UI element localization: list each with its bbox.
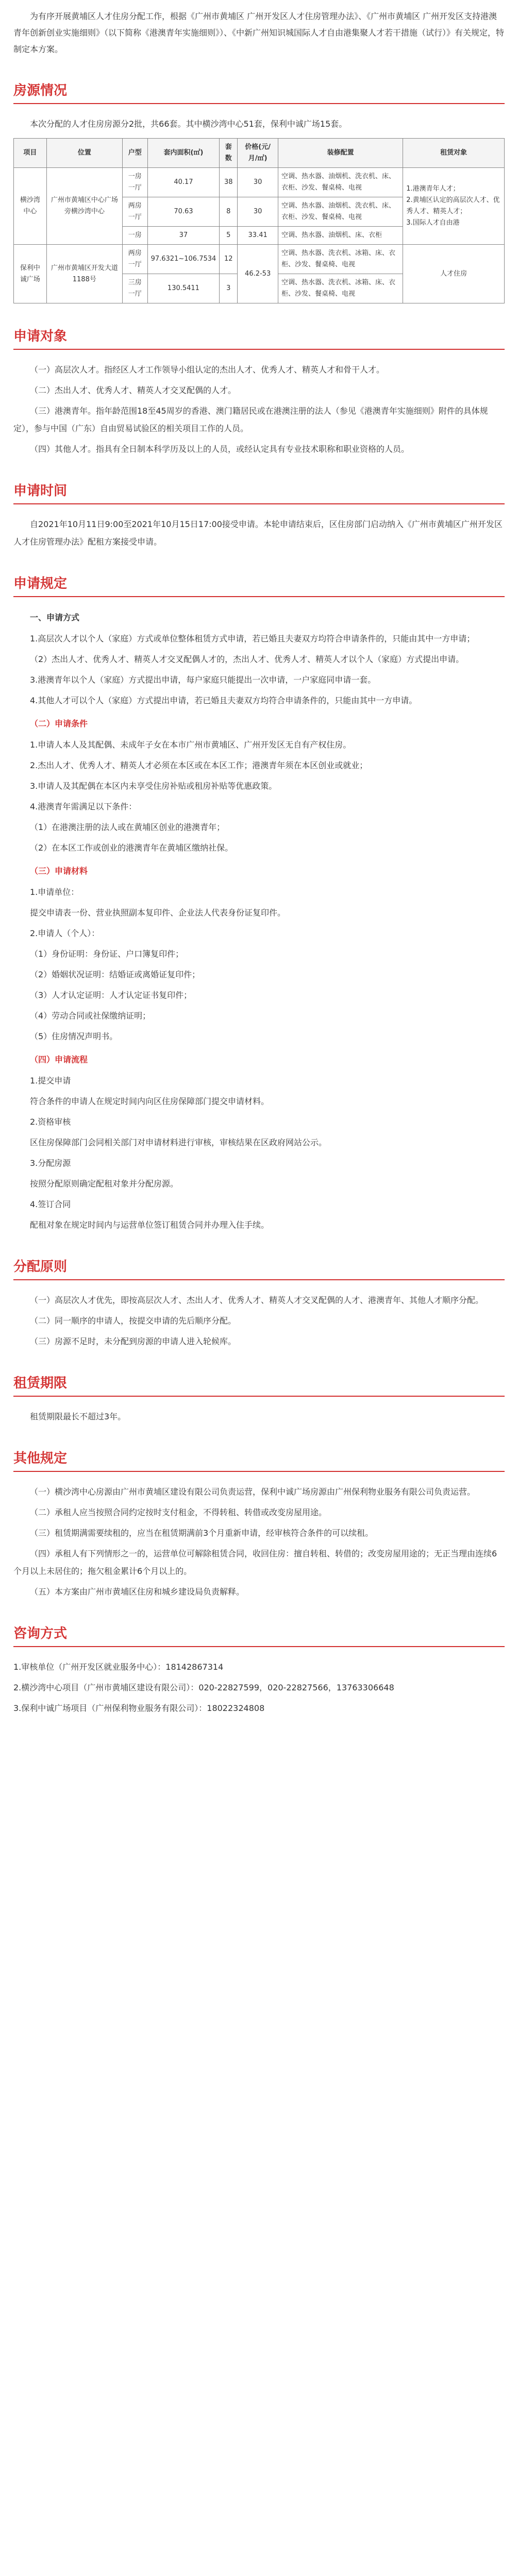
rules-item: （1）在港澳注册的法人或在黄埔区创业的港澳青年； [30, 822, 225, 832]
divider [13, 1279, 505, 1280]
cell-project: 保利中诚广场 [14, 245, 47, 303]
section-title: 房源情况 [13, 83, 68, 98]
divider [13, 503, 505, 504]
rules-subheading: 一、申请方式 [30, 613, 80, 622]
divider [13, 1646, 505, 1647]
principle-item: （二）同一顺序的申请人，按提交申请的先后顺序分配。 [30, 1316, 237, 1326]
cell-area: 37 [147, 227, 220, 245]
cell-target: 人才住房 [403, 245, 505, 303]
rules-item: 4.其他人才可以个人（家庭）方式提出申请，若已婚且夫妻双方均符合申请条件的，只能由其中一方申请。 [30, 696, 417, 705]
section-title: 申请规定 [13, 576, 68, 591]
section-rules-header [13, 573, 505, 597]
rules-item: （2）在本区工作或创业的港澳青年在黄埔区缴纳社保。 [30, 843, 233, 853]
cell-config: 空调、热水器、洗衣机、冰箱、床、衣柜、沙发、餐桌椅、电视 [278, 274, 403, 303]
section-title: 申请对象 [13, 329, 68, 344]
rules-item: 4.签订合同 [30, 1199, 71, 1209]
cell-price: 33.41 [238, 227, 278, 245]
col-header: 套数 [220, 139, 238, 168]
principle-item: （一）高层次人才优先，即按高层次人才、杰出人才、优秀人才、精英人才交叉配偶的人才、港澳青年、其他人才顺序分配。 [30, 1295, 484, 1305]
principle-item: （三）房源不足时，未分配到房源的申请人进入轮候库。 [30, 1336, 237, 1346]
cell-location: 广州市黄埔区中心广场旁横沙湾中心 [46, 168, 122, 245]
cell-area: 70.63 [147, 197, 220, 227]
cell-type: 两房一厅 [123, 197, 148, 227]
cell-count: 3 [220, 274, 238, 303]
rules-item: （3）人才认定证明：人才认定证书复印件； [30, 990, 192, 1000]
table-row [14, 245, 505, 274]
cell-config: 空调、热水器、油烟机、床、衣柜 [278, 227, 403, 245]
cell-project: 横沙湾中心 [14, 168, 47, 245]
intro-paragraph: 为有序开展黄埔区人才住房分配工作，根据《广州市黄埔区 广州开发区人才住房管理办法》、《广州市黄埔区 广州开发区支持港澳青年创新创业实施细则》（以下简称《港澳青年实施细则》）、《中新广州知识城国际人才自由港集聚人才若干措施（试行）》有关规定，特制定本方案。 [13, 11, 505, 54]
rules-item: 配租对象在规定时间内与运营单位签订租赁合同并办理入住手续。 [30, 1220, 270, 1230]
rules-item: 1.申请人本人及其配偶、未成年子女在本市广州市黄埔区、广州开发区无自有产权住房。 [30, 740, 352, 750]
other-item: （一）横沙湾中心房源由广州市黄埔区建设有限公司负责运营，保利中诚广场房源由广州保利物业服务有限公司负责运营。 [30, 1487, 476, 1497]
term-paragraph: 租赁期限最长不超过3年。 [30, 1412, 126, 1421]
rules-item: （2）杰出人才、优秀人才、精英人才交叉配偶人才的，杰出人才、优秀人才、精英人才以个人（家庭）方式提出申请。 [30, 654, 464, 664]
rules-item: （2）婚姻状况证明：结婚证或离婚证复印件； [30, 970, 200, 979]
cell-price: 30 [238, 168, 278, 197]
table-header-row [14, 139, 505, 168]
section-other-header [13, 1448, 505, 1472]
cell-target: 1.港澳青年人才； 2.黄埔区认定的高层次人才、优秀人才、精英人才； 3.国际人才自由港 [403, 168, 505, 245]
cell-config: 空调、热水器、油烟机、洗衣机、床、衣柜、沙发、餐桌椅、电视 [278, 168, 403, 197]
section-housing-header [13, 80, 505, 104]
housing-summary: 本次分配的人才住房房源分2批，共66套。其中横沙湾中心51套，保利中诚广场15套。 [30, 119, 347, 129]
section-title: 咨询方式 [13, 1626, 68, 1641]
section-period-header [13, 481, 505, 504]
divider [13, 1471, 505, 1472]
section-title: 分配原则 [13, 1259, 68, 1275]
cell-config: 空调、热水器、洗衣机、冰箱、床、衣柜、沙发、餐桌椅、电视 [278, 245, 403, 274]
other-item: （二）承租人应当按照合同约定按时支付租金，不得转租、转借或改变房屋用途。 [30, 1507, 327, 1517]
rules-item: 区住房保障部门会同相关部门对申请材料进行审核，审核结果在区政府网站公示。 [30, 1138, 327, 1147]
eligible-item: （四）其他人才。指具有全日制本科学历及以上的人员，或经认定具有专业技术职称和职业资格的人员。 [30, 444, 410, 454]
col-header: 装修配置 [278, 139, 403, 168]
contact-item: 3.保利中诚广场项目（广州保利物业服务有限公司）：18022324808 [13, 1703, 265, 1713]
rules-subheading: （三）申请材料 [30, 866, 88, 876]
divider [13, 349, 505, 350]
other-item: （三）租赁期满需要续租的，应当在租赁期满前3个月重新申请，经审核符合条件的可以续租。 [30, 1528, 374, 1538]
col-header: 价格(元/月/㎡) [238, 139, 278, 168]
divider [13, 1396, 505, 1397]
rules-item: 2.资格审核 [30, 1117, 71, 1127]
cell-price: 30 [238, 197, 278, 227]
rules-item: 1.高层次人才以个人（家庭）方式或单位整体租赁方式申请，若已婚且夫妻双方均符合申请条件的，只能由其中一方申请； [30, 634, 475, 643]
rules-subheading: （二）申请条件 [30, 719, 88, 728]
rules-item: 2.申请人（个人）： [30, 928, 100, 938]
eligible-item: （三）港澳青年。指年龄范围18至45周岁的香港、澳门籍居民或在港澳注册的法人（参见《港澳青年实施细则》附件的具体规定），参与中国（广东）自由贸易试验区的相关项目工作的人员。 [13, 406, 488, 433]
housing-table [13, 138, 505, 303]
cell-count: 38 [220, 168, 238, 197]
section-eligible-header [13, 326, 505, 350]
rules-item: 3.分配房源 [30, 1158, 71, 1168]
eligible-item: （二）杰出人才、优秀人才、精英人才交叉配偶的人才。 [30, 385, 237, 395]
other-item: （四）承租人有下列情形之一的，运营单位可解除租赁合同，收回住房：擅自转租、转借的；改变房屋用途的；无正当理由连续6个月以上未居住的；拖欠租金累计6个月以上的。 [13, 1549, 497, 1576]
divider [13, 103, 505, 104]
rules-subheading: （四）申请流程 [30, 1055, 88, 1064]
cell-price: 46.2-53 [238, 245, 278, 303]
section-title: 租赁期限 [13, 1376, 68, 1391]
cell-type: 两房一厅 [123, 245, 148, 274]
cell-count: 12 [220, 245, 238, 274]
section-title: 申请时间 [13, 483, 68, 499]
section-principle-header [13, 1257, 505, 1280]
rules-item: （1）身份证明：身份证、户口簿复印件； [30, 949, 184, 959]
period-paragraph: 自2021年10月11日9:00至2021年10月15日17:00接受申请。本轮申请结束后，区住房部门启动纳入《广州市黄埔区广州开发区人才住房管理办法》配租方案接受申请。 [13, 519, 503, 547]
eligible-item: （一）高层次人才。指经区人才工作领导小组认定的杰出人才、优秀人才、精英人才和骨干人才。 [30, 365, 385, 375]
cell-count: 8 [220, 197, 238, 227]
cell-type: 一房一厅 [123, 168, 148, 197]
rules-item: （5）住房情况声明书。 [30, 1031, 118, 1041]
other-item: （五）本方案由广州市黄埔区住房和城乡建设局负责解释。 [30, 1587, 245, 1597]
rules-item: 符合条件的申请人在规定时间内向区住房保障部门提交申请材料。 [30, 1096, 270, 1106]
col-header: 位置 [46, 139, 122, 168]
col-header: 户型 [123, 139, 148, 168]
divider [13, 596, 505, 597]
rules-item: （4）劳动合同或社保缴纳证明； [30, 1011, 151, 1021]
cell-config: 空调、热水器、油烟机、洗衣机、床、衣柜、沙发、餐桌椅、电视 [278, 197, 403, 227]
rules-item: 4.港澳青年需满足以下条件： [30, 802, 137, 811]
contact-item: 1.审核单位（广州开发区就业服务中心）：18142867314 [13, 1662, 224, 1672]
col-header: 套内面积(㎡) [147, 139, 220, 168]
cell-type: 一房 [123, 227, 148, 245]
section-title: 其他规定 [13, 1451, 68, 1466]
cell-area: 40.17 [147, 168, 220, 197]
cell-area: 97.6321~106.7534 [147, 245, 220, 274]
rules-item: 3.港澳青年以个人（家庭）方式提出申请，每户家庭只能提出一次申请，一户家庭同申请一套。 [30, 675, 376, 685]
col-header: 项目 [14, 139, 47, 168]
rules-item: 2.杰出人才、优秀人才、精英人才必须在本区或在本区工作；港澳青年须在本区创业或就业； [30, 760, 368, 770]
rules-item: 按照分配原则确定配租对象并分配房源。 [30, 1179, 179, 1189]
rules-item: 1.申请单位： [30, 887, 79, 897]
cell-type: 三房一厅 [123, 274, 148, 303]
contact-item: 2.横沙湾中心项目（广州市黄埔区建设有限公司）：020-22827599，020-22827566，13763306648 [13, 1683, 394, 1692]
cell-count: 5 [220, 227, 238, 245]
rules-item: 提交申请表一份、营业执照副本复印件、企业法人代表身份证复印件。 [30, 908, 286, 918]
cell-location: 广州市黄埔区开发大道1188号 [46, 245, 122, 303]
table-row [14, 168, 505, 197]
rules-item: 1.提交申请 [30, 1076, 71, 1086]
rules-item: 3.申请人及其配偶在本区内未享受住房补贴或租房补贴等优惠政策。 [30, 781, 277, 791]
section-contact-header [13, 1623, 505, 1647]
col-header: 租赁对象 [403, 139, 505, 168]
cell-area: 130.5411 [147, 274, 220, 303]
section-term-header [13, 1373, 505, 1397]
